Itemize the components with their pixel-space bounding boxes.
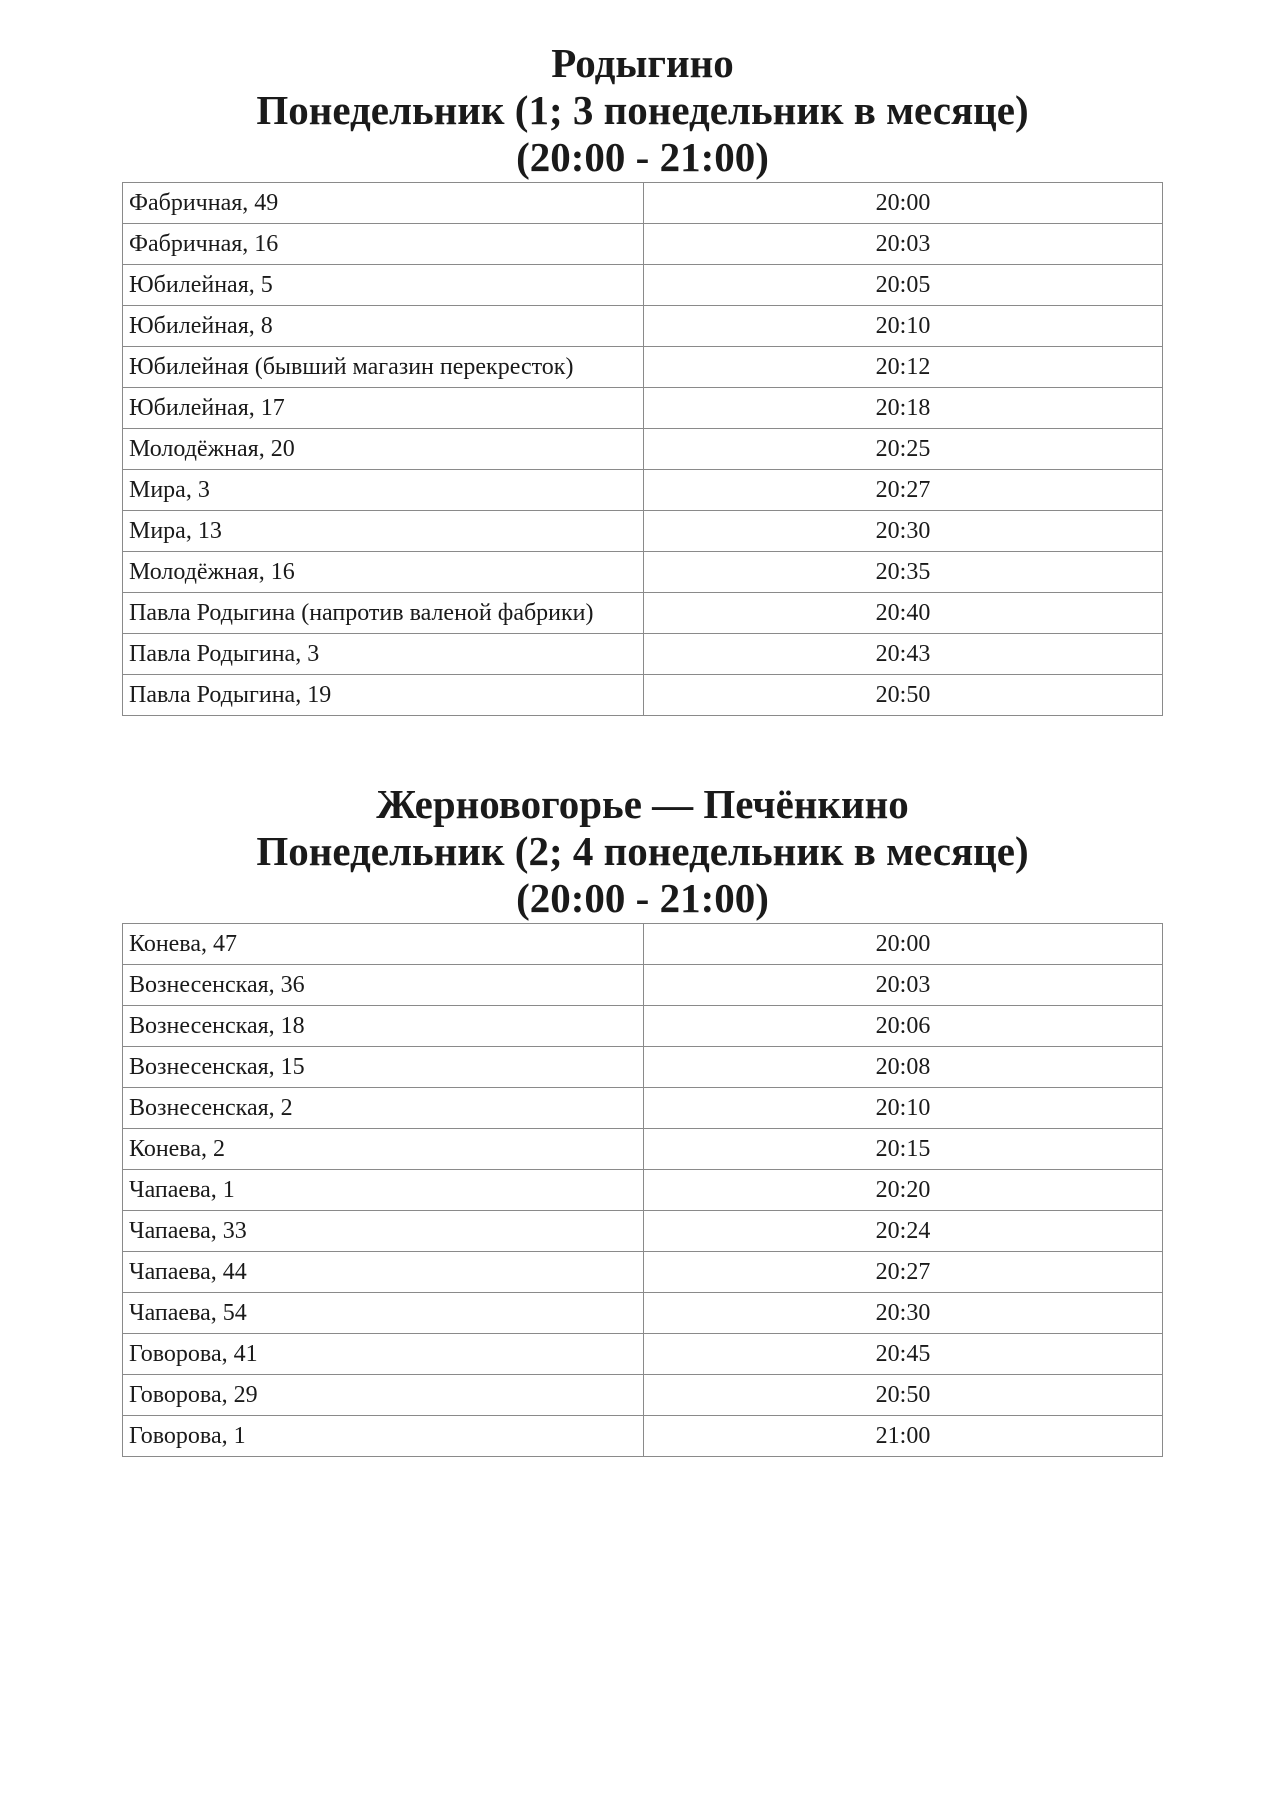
table-row: [123, 265, 1163, 306]
stop-address-cell: Чапаева, 1: [123, 1170, 644, 1211]
table-row: [123, 224, 1163, 265]
stop-time-cell: 20:40: [644, 593, 1163, 634]
table-row: [123, 965, 1163, 1006]
stop-address-cell: Вознесенская, 2: [123, 1088, 644, 1129]
stop-time-cell: 20:50: [644, 1375, 1163, 1416]
stop-time-cell: 20:03: [644, 224, 1163, 265]
stop-time-cell: 20:24: [644, 1211, 1163, 1252]
stop-address-cell: Чапаева, 44: [123, 1252, 644, 1293]
stop-address-cell: Павла Родыгина, 19: [123, 675, 644, 716]
stop-address-cell: Павла Родыгина, 3: [123, 634, 644, 675]
table-row: [123, 511, 1163, 552]
table-row: [123, 306, 1163, 347]
stop-time-cell: 20:43: [644, 634, 1163, 675]
table-row: [123, 1334, 1163, 1375]
table-row: [123, 1375, 1163, 1416]
stop-address-cell: Юбилейная, 17: [123, 388, 644, 429]
stop-time-cell: 21:00: [644, 1416, 1163, 1457]
stop-time-cell: 20:03: [644, 965, 1163, 1006]
stop-time-cell: 20:35: [644, 552, 1163, 593]
stop-time-cell: 20:18: [644, 388, 1163, 429]
stop-address-cell: Фабричная, 16: [123, 224, 644, 265]
stop-address-cell: Юбилейная (бывший магазин перекресток): [123, 347, 644, 388]
stop-time-cell: 20:12: [644, 347, 1163, 388]
stop-address-cell: Говорова, 29: [123, 1375, 644, 1416]
table-row: [123, 183, 1163, 224]
schedule-section-rodygino: [122, 40, 1163, 716]
table-row: [123, 675, 1163, 716]
schedule-table: [122, 182, 1163, 716]
stop-time-cell: 20:50: [644, 675, 1163, 716]
stop-time-cell: 20:06: [644, 1006, 1163, 1047]
stop-address-cell: Вознесенская, 18: [123, 1006, 644, 1047]
stop-time-cell: 20:45: [644, 1334, 1163, 1375]
schedule-section-zhernovogorye: [122, 781, 1163, 1457]
stop-address-cell: Конева, 47: [123, 924, 644, 965]
table-row: [123, 388, 1163, 429]
table-row: [123, 593, 1163, 634]
stop-address-cell: Говорова, 1: [123, 1416, 644, 1457]
section-title: Жерновогорье — Печёнкино: [376, 781, 909, 827]
stop-address-cell: Молодёжная, 20: [123, 429, 644, 470]
table-row: [123, 1006, 1163, 1047]
stop-time-cell: 20:30: [644, 1293, 1163, 1334]
stop-time-cell: 20:20: [644, 1170, 1163, 1211]
stop-time-cell: 20:10: [644, 306, 1163, 347]
stop-time-cell: 20:15: [644, 1129, 1163, 1170]
table-row: [123, 1088, 1163, 1129]
stop-time-cell: 20:00: [644, 183, 1163, 224]
table-row: [123, 1047, 1163, 1088]
stop-address-cell: Мира, 3: [123, 470, 644, 511]
schedule-table: [122, 923, 1163, 1457]
stop-time-cell: 20:05: [644, 265, 1163, 306]
table-row: [123, 552, 1163, 593]
table-row: [123, 634, 1163, 675]
section-time-range: (20:00 - 21:00): [516, 134, 769, 180]
section-title: Родыгино: [551, 40, 734, 86]
table-row: [123, 1129, 1163, 1170]
stop-address-cell: Фабричная, 49: [123, 183, 644, 224]
stop-time-cell: 20:27: [644, 1252, 1163, 1293]
table-row: [123, 347, 1163, 388]
table-row: [123, 1252, 1163, 1293]
stop-address-cell: Чапаева, 54: [123, 1293, 644, 1334]
stop-address-cell: Вознесенская, 36: [123, 965, 644, 1006]
section-time-range: (20:00 - 21:00): [516, 875, 769, 921]
table-row: [123, 924, 1163, 965]
table-row: [123, 1293, 1163, 1334]
stop-address-cell: Чапаева, 33: [123, 1211, 644, 1252]
stop-address-cell: Юбилейная, 5: [123, 265, 644, 306]
table-row: [123, 1170, 1163, 1211]
stop-time-cell: 20:30: [644, 511, 1163, 552]
table-row: [123, 1416, 1163, 1457]
table-row: [123, 429, 1163, 470]
stop-address-cell: Конева, 2: [123, 1129, 644, 1170]
stop-time-cell: 20:25: [644, 429, 1163, 470]
section-subtitle: Понедельник (1; 3 понедельник в месяце): [256, 87, 1029, 133]
stop-address-cell: Мира, 13: [123, 511, 644, 552]
stop-time-cell: 20:10: [644, 1088, 1163, 1129]
stop-time-cell: 20:27: [644, 470, 1163, 511]
stop-address-cell: Вознесенская, 15: [123, 1047, 644, 1088]
table-row: [123, 470, 1163, 511]
stop-address-cell: Молодёжная, 16: [123, 552, 644, 593]
stop-time-cell: 20:00: [644, 924, 1163, 965]
stop-address-cell: Юбилейная, 8: [123, 306, 644, 347]
stop-address-cell: Говорова, 41: [123, 1334, 644, 1375]
stop-time-cell: 20:08: [644, 1047, 1163, 1088]
section-subtitle: Понедельник (2; 4 понедельник в месяце): [256, 828, 1029, 874]
stop-address-cell: Павла Родыгина (напротив валеной фабрики): [123, 593, 644, 634]
table-row: [123, 1211, 1163, 1252]
